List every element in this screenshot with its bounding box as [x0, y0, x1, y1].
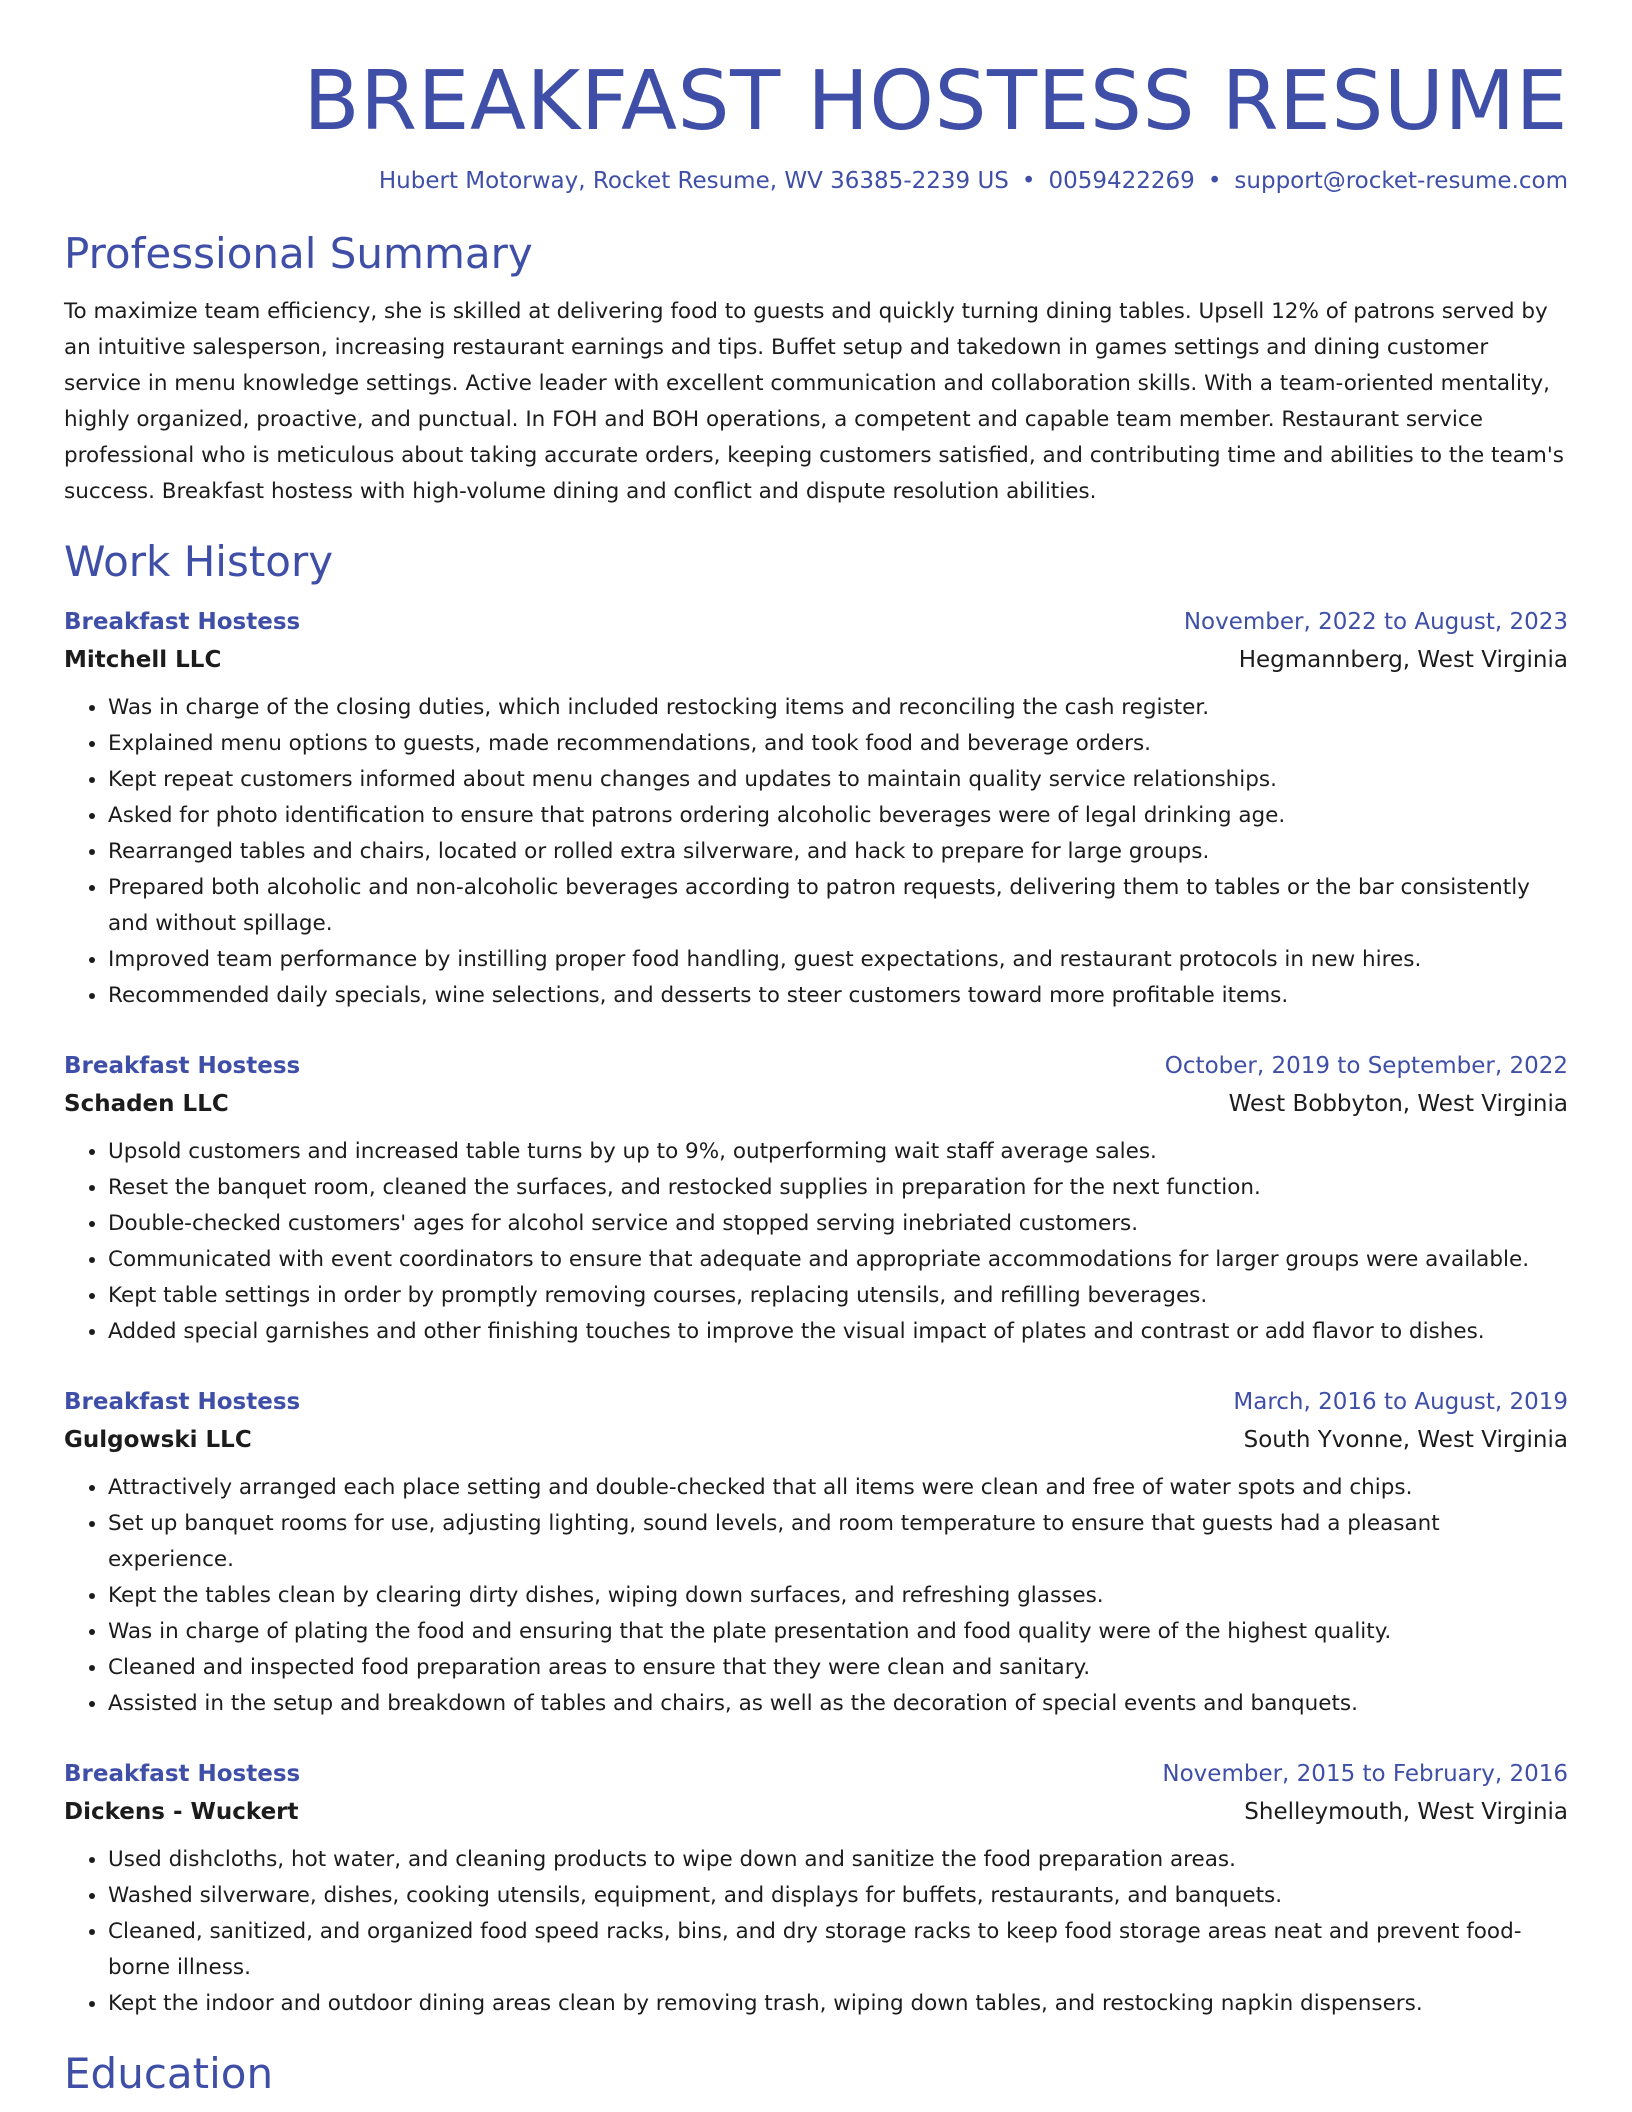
job-bullet: • Double-checked customers' ages for alcohol service and stopped serving inebriated customers. — [108, 1206, 1568, 1242]
job-bullet: • Was in charge of plating the food and ensuring that the plate presentation and food quality were of the highest quality. — [108, 1614, 1568, 1650]
job-bullet: • Recommended daily specials, wine selections, and desserts to steer customers toward more profitable items. — [108, 978, 1568, 1014]
job-bullet: • Used dishcloths, hot water, and cleaning products to wipe down and sanitize the food preparation areas. — [108, 1842, 1568, 1878]
job-bullet: • Was in charge of the closing duties, which included restocking items and reconciling the cash register. — [108, 690, 1568, 726]
contact-email[interactable]: support@rocket-resume.com — [1234, 168, 1568, 194]
job-entry — [64, 1048, 1568, 1350]
job-entry — [64, 1384, 1568, 1722]
job-bullet: • Asked for photo identification to ensure that patrons ordering alcoholic beverages were of legal drinking age. — [108, 798, 1568, 834]
job-title: Breakfast Hostess — [64, 1761, 301, 1787]
summary-text: To maximize team efficiency, she is skilled at delivering food to guests and quickly turning dining tables. Upsell 12% of patrons served by an intuitive salesperson, increasing restaurant earnings and tips. Buffet setup and takedown in games settings and dining customer service in menu knowledge settings. Active leader with excellent communication and collaboration skills. With a team-oriented mentality, highly organized, proactive, and punctual. In FOH and BOH operations, a competent and capable team member. Restaurant service professional who is meticulous about taking accurate orders, keeping customers satisfied, and contributing time and abilities to the team's success. Breakfast hostess with high-volume dining and conflict and dispute resolution abilities. — [64, 299, 1564, 504]
job-bullet: • Kept table settings in order by promptly removing courses, replacing utensils, and refilling beverages. — [108, 1278, 1568, 1314]
job-location: West Bobbyton, West Virginia — [1228, 1091, 1568, 1117]
job-company: Gulgowski LLC — [64, 1427, 252, 1453]
job-bullets — [64, 690, 1568, 1014]
contact-separator: • — [1207, 168, 1222, 194]
job-entry — [64, 1756, 1568, 2022]
job-title: Breakfast Hostess — [64, 609, 301, 635]
job-bullet: • Added special garnishes and other finishing touches to improve the visual impact of plates and contrast or add flavor to dishes. — [108, 1314, 1568, 1350]
job-bullet: • Cleaned, sanitized, and organized food speed racks, bins, and dry storage racks to keep food storage areas neat and prevent food-borne illness. — [108, 1914, 1568, 1986]
job-company: Schaden LLC — [64, 1091, 229, 1117]
job-location: Hegmannberg, West Virginia — [1238, 647, 1568, 673]
job-dates: March, 2016 to August, 2019 — [1233, 1389, 1568, 1415]
job-dates: November, 2015 to February, 2016 — [1162, 1761, 1568, 1787]
job-bullet: • Reset the banquet room, cleaned the surfaces, and restocked supplies in preparation for the next function. — [108, 1170, 1568, 1206]
job-entry — [64, 604, 1568, 1014]
job-bullet: • Rearranged tables and chairs, located or rolled extra silverware, and hack to prepare for large groups. — [108, 834, 1568, 870]
job-bullet: • Kept repeat customers informed about menu changes and updates to maintain quality service relationships. — [108, 762, 1568, 798]
job-bullet: • Cleaned and inspected food preparation areas to ensure that they were clean and sanitary. — [108, 1650, 1568, 1686]
job-bullet: • Improved team performance by instilling proper food handling, guest expectations, and restaurant protocols in new hires. — [108, 942, 1568, 978]
job-bullet: • Kept the indoor and outdoor dining areas clean by removing trash, wiping down tables, and restocking napkin dispensers. — [108, 1986, 1568, 2022]
job-bullets — [64, 1470, 1568, 1722]
resume-title: BREAKFAST HOSTESS RESUME — [303, 54, 1568, 149]
job-company: Dickens - Wuckert — [64, 1799, 299, 1825]
job-company: Mitchell LLC — [64, 647, 222, 673]
contact-line — [64, 166, 1568, 196]
job-title: Breakfast Hostess — [64, 1389, 301, 1415]
job-bullets — [64, 1842, 1568, 2022]
job-bullet: • Explained menu options to guests, made recommendations, and took food and beverage orders. — [108, 726, 1568, 762]
work-history-heading: Work History — [64, 537, 334, 586]
job-bullet: • Assisted in the setup and breakdown of tables and chairs, as well as the decoration of special events and banquets. — [108, 1686, 1568, 1722]
job-dates: October, 2019 to September, 2022 — [1164, 1053, 1568, 1079]
job-dates: November, 2022 to August, 2023 — [1183, 609, 1568, 635]
job-title: Breakfast Hostess — [64, 1053, 301, 1079]
job-bullet: • Kept the tables clean by clearing dirty dishes, wiping down surfaces, and refreshing glasses. — [108, 1578, 1568, 1614]
job-bullet: • Attractively arranged each place setting and double-checked that all items were clean and free of water spots and chips. — [108, 1470, 1568, 1506]
job-bullet: • Set up banquet rooms for use, adjusting lighting, sound levels, and room temperature to ensure that guests had a pleasant experience. — [108, 1506, 1568, 1578]
job-bullet: • Communicated with event coordinators to ensure that adequate and appropriate accommodations for larger groups were available. — [108, 1242, 1568, 1278]
job-bullet: • Prepared both alcoholic and non-alcoholic beverages according to patron requests, delivering them to tables or the bar consistently and without spillage. — [108, 870, 1568, 942]
contact-phone: 0059422269 — [1048, 168, 1195, 194]
summary-heading: Professional Summary — [64, 229, 533, 278]
job-bullets — [64, 1134, 1568, 1350]
contact-separator: • — [1021, 168, 1036, 194]
job-location: South Yvonne, West Virginia — [1243, 1427, 1568, 1453]
job-bullet: • Upsold customers and increased table turns by up to 9%, outperforming wait staff average sales. — [108, 1134, 1568, 1170]
job-location: Shelleymouth, West Virginia — [1244, 1799, 1568, 1825]
job-bullet: • Washed silverware, dishes, cooking utensils, equipment, and displays for buffets, restaurants, and banquets. — [108, 1878, 1568, 1914]
education-heading: Education — [64, 2049, 274, 2098]
contact-address: Hubert Motorway, Rocket Resume, WV 36385-2239 US — [378, 168, 1009, 194]
